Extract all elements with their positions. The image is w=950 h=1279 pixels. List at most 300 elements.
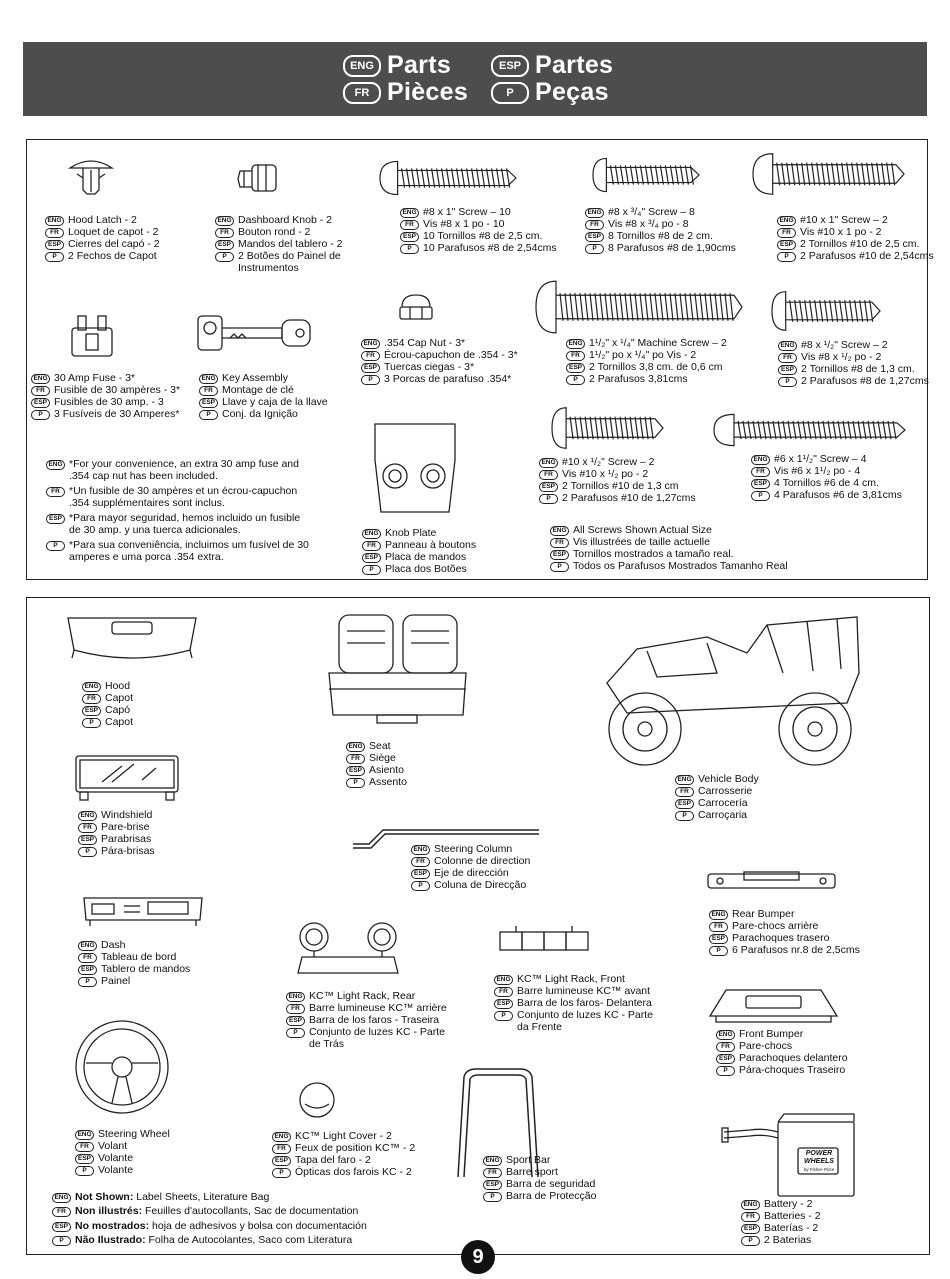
note-fr-cont: .354 supplémentaires sont inclus. (69, 497, 225, 509)
title-right (491, 52, 613, 106)
label-eng: Sport Bar (506, 1154, 551, 1166)
fr-badge: FR (215, 228, 234, 238)
eng-badge: ENG (343, 55, 381, 77)
p-badge: P (82, 718, 101, 728)
fr-badge: FR (716, 1042, 735, 1052)
fr-badge: FR (286, 1004, 305, 1014)
eng-badge: ENG (483, 1156, 502, 1166)
label-esp: 10 Tornillos #8 de 2,5 cm. (423, 230, 543, 242)
title-banner (23, 42, 927, 116)
eng-badge: ENG (272, 1132, 291, 1142)
fr-badge: FR (343, 82, 381, 104)
label-esp: 2 Tornillos 3,8 cm. de 0,6 cm (589, 361, 723, 373)
knob-plate-label (362, 527, 476, 575)
not-shown-esp-text: hoja de adhesivos y bolsa con documentación (149, 1219, 367, 1232)
esp-badge: ESP (411, 869, 430, 879)
p-badge: P (199, 410, 218, 420)
note-fr: *Un fusible de 30 ampères et un écrou-capuchon (69, 485, 298, 497)
label-p: 2 Baterias (764, 1234, 812, 1246)
light-rack-front-illustration (496, 924, 596, 954)
fr-badge: FR (400, 220, 419, 230)
p-badge: P (778, 377, 797, 387)
eng-badge: ENG (75, 1130, 94, 1140)
esp-badge: ESP (741, 1224, 760, 1234)
cap-nut-label (361, 337, 518, 385)
esp-badge: ESP (286, 1016, 305, 1026)
fr-badge: FR (346, 754, 365, 764)
label-p: 4 Parafusos #6 de 3,81cms (774, 489, 902, 501)
title-left (343, 52, 468, 106)
screw-8x34-body (593, 158, 699, 191)
label-p: 3 Fusíveis de 30 Amperes* (54, 408, 180, 420)
p-badge: P (52, 1236, 71, 1246)
screw-10x12-label (539, 456, 696, 504)
label-p: Painel (101, 975, 131, 987)
p-badge: P (566, 375, 585, 385)
eng-badge: ENG (31, 374, 50, 384)
label-fr: Vis #10 x ¹/₂ po - 2 (562, 468, 649, 480)
all-screws-note (550, 524, 788, 572)
screw-6-label (751, 453, 902, 501)
label-esp: Parachoques trasero (732, 932, 830, 944)
note-p: *Para sua conveniência, incluimos um fusível de 30 (69, 539, 309, 551)
not-shown-fr-text: Feuilles d'autocollants, Sac de documentation (142, 1205, 359, 1218)
label-eng: Steering Wheel (98, 1128, 170, 1140)
seat-illustration (325, 611, 470, 725)
label-eng: Hood (105, 680, 131, 692)
p-badge: P (75, 1166, 94, 1176)
esp-badge: ESP (346, 766, 365, 776)
machine-screw-illustration (534, 279, 744, 335)
eng-badge: ENG (777, 216, 796, 226)
eng-badge: ENG (778, 341, 797, 351)
label-p-cont: da Frente (517, 1021, 562, 1033)
label-p: Carroçaria (698, 809, 748, 821)
label-p: Assento (369, 776, 407, 788)
front-bumper-illustration (706, 986, 841, 1026)
p-badge: P (411, 881, 430, 891)
label-esp: Barra de los faros - Traseira (309, 1014, 440, 1026)
fr-badge: FR (78, 823, 97, 833)
esp-badge: ESP (539, 482, 558, 492)
label-fr: Pare-chocs arrière (732, 920, 819, 932)
label-eng: .354 Cap Nut - 3* (384, 337, 466, 349)
p-badge: P (716, 1066, 735, 1076)
label-eng: Hood Latch - 2 (68, 214, 137, 226)
p-badge: P (675, 811, 694, 821)
not-shown-p-title: Não Ilustrado: (75, 1234, 146, 1247)
label-eng: #8 x ¹/₂" Screw – 2 (801, 339, 888, 351)
fr-badge: FR (778, 353, 797, 363)
machine-screw-label (566, 337, 727, 385)
screw-10x12-body (552, 408, 663, 448)
label-p: Conjunto de luzes KC - Parte (517, 1009, 653, 1021)
p-badge: P (361, 375, 380, 385)
label-fr: Loquet de capot - 2 (68, 226, 159, 238)
esp-badge: ESP (78, 965, 97, 975)
not-shown-p-text: Folha de Autocolantes, Saco com Literatura (145, 1234, 353, 1247)
note-esp: *Para mayor seguridad, hemos incluido un fusible (69, 512, 301, 524)
label-p: 2 Parafusos #10 de 2,54cms (800, 250, 934, 262)
label-esp: 8 Tornillos #8 de 2 cm. (608, 230, 713, 242)
eng-badge: ENG (494, 975, 513, 985)
brand-line-1: POWER (805, 1150, 833, 1157)
label-eng: #8 x ³/₄" Screw – 8 (608, 206, 695, 218)
label-eng: KC™ Light Rack, Front (517, 973, 625, 985)
p-badge: P (346, 778, 365, 788)
p-badge: P (751, 491, 770, 501)
p-badge: P (78, 977, 97, 987)
label-eng: Dash (101, 939, 126, 951)
vehicle-body-label (675, 773, 759, 821)
esp-badge: ESP (778, 365, 797, 375)
label-fr: Montage de clé (222, 384, 294, 396)
eng-badge: ENG (82, 682, 101, 692)
fr-badge: FR (362, 541, 381, 551)
label-p: 6 Parafusos nr.8 de 2,5cms (732, 944, 860, 956)
screw-10x1-illustration (751, 152, 906, 196)
label-p: 2 Parafusos #10 de 1,27cms (562, 492, 696, 504)
label-fr: Batteries - 2 (764, 1210, 821, 1222)
label-esp: 2 Tornillos #10 de 1,3 cm (562, 480, 679, 492)
fr-badge: FR (585, 220, 604, 230)
fr-badge: FR (539, 470, 558, 480)
label-esp: Tornillos mostrados a tamaño real. (573, 548, 734, 560)
p-badge: P (491, 82, 529, 104)
label-esp: Tapa del faro - 2 (295, 1154, 371, 1166)
label-p: 10 Parafusos #8 de 2,54cms (423, 242, 557, 254)
eng-badge: ENG (411, 845, 430, 855)
label-eng: Steering Column (434, 843, 513, 855)
fr-badge: FR (75, 1142, 94, 1152)
label-eng: All Screws Shown Actual Size (573, 524, 712, 536)
note-p-cont: amperes e uma porca .354 extra. (69, 551, 224, 563)
fr-badge: FR (361, 351, 380, 361)
fr-badge: FR (82, 694, 101, 704)
eng-badge: ENG (361, 339, 380, 349)
eng-badge: ENG (741, 1200, 760, 1210)
label-p-cont: Instrumentos (238, 262, 299, 274)
label-p: 3 Porcas de parafuso .354* (384, 373, 512, 385)
esp-badge: ESP (361, 363, 380, 373)
fr-badge: FR (550, 538, 569, 548)
fr-badge: FR (78, 953, 97, 963)
label-esp: Asiento (369, 764, 405, 776)
cap-nut-illustration (398, 291, 434, 321)
windshield-illustration (72, 752, 182, 802)
light-cover-illustration (297, 1080, 337, 1120)
label-eng: Front Bumper (739, 1028, 804, 1040)
title-pecas: Peças (535, 78, 609, 106)
label-p: Conjunto de luzes KC - Parte (309, 1026, 445, 1038)
dash-illustration (80, 892, 206, 930)
fr-badge: FR (46, 487, 65, 497)
eng-badge: ENG (78, 811, 97, 821)
label-eng: #6 x 1¹/₂" Screw – 4 (774, 453, 867, 465)
eng-badge: ENG (709, 910, 728, 920)
hood-latch-label (45, 214, 160, 262)
light-rack-front-label (494, 973, 653, 1033)
p-badge: P (78, 847, 97, 857)
esp-badge: ESP (215, 240, 234, 250)
screw-8x12-illustration (770, 290, 882, 332)
p-badge: P (741, 1236, 760, 1246)
label-esp: Capó (105, 704, 131, 716)
label-eng: 1¹/₂" x ¹/₄" Machine Screw – 2 (589, 337, 727, 349)
seat-label (346, 740, 407, 788)
label-p: Volante (98, 1164, 134, 1176)
eng-badge: ENG (199, 374, 218, 384)
eng-badge: ENG (46, 460, 65, 470)
steering-wheel-label (75, 1128, 170, 1176)
screw-8x1-illustration (378, 160, 518, 196)
fr-badge: FR (709, 922, 728, 932)
esp-badge: ESP (199, 398, 218, 408)
esp-badge: ESP (82, 706, 101, 716)
label-fr: Vis #8 x 1 po - 10 (423, 218, 505, 230)
label-eng: KC™ Light Cover - 2 (295, 1130, 392, 1142)
esp-badge: ESP (585, 232, 604, 242)
not-shown-eng-title: Not Shown: (75, 1191, 134, 1203)
note-eng: *For your convenience, an extra 30 amp fuse and (69, 458, 299, 470)
p-badge: P (494, 1011, 513, 1021)
esp-badge: ESP (75, 1154, 94, 1164)
note-eng-cont: .354 cap nut has been included. (69, 470, 218, 482)
rear-bumper-label (709, 908, 860, 956)
windshield-label (78, 809, 155, 857)
label-esp: Tuercas ciegas - 3* (384, 361, 475, 373)
esp-badge: ESP (483, 1180, 502, 1190)
label-fr: Volant (98, 1140, 128, 1152)
esp-badge: ESP (45, 240, 64, 250)
steering-column-label (411, 843, 530, 891)
fr-badge: FR (566, 351, 585, 361)
label-eng: #10 x 1" Screw – 2 (800, 214, 888, 226)
esp-badge: ESP (272, 1156, 291, 1166)
eng-badge: ENG (400, 208, 419, 218)
label-fr: Pare-brise (101, 821, 150, 833)
light-rack-rear-label (286, 990, 447, 1050)
esp-badge: ESP (550, 550, 569, 560)
label-eng: Vehicle Body (698, 773, 759, 785)
fr-badge: FR (411, 857, 430, 867)
fuse-illustration (68, 314, 116, 360)
title-pieces: Pièces (387, 78, 469, 106)
title-partes: Partes (535, 51, 614, 79)
p-badge: P (286, 1028, 305, 1038)
esp-badge: ESP (491, 55, 529, 77)
label-p: Pára-brisas (101, 845, 155, 857)
p-badge: P (483, 1192, 502, 1202)
not-shown-esp-title: No mostrados: (75, 1219, 150, 1232)
label-fr: Vis #10 x 1 po - 2 (800, 226, 882, 238)
p-badge: P (215, 252, 234, 262)
fr-badge: FR (777, 228, 796, 238)
label-fr: Bouton rond - 2 (238, 226, 311, 238)
label-p: Pára-choques Traseiro (739, 1064, 846, 1076)
screw-8x12-label (778, 339, 929, 387)
esp-badge: ESP (494, 999, 513, 1009)
label-eng: #8 x 1" Screw – 10 (423, 206, 511, 218)
eng-badge: ENG (52, 1193, 71, 1203)
battery-brand-logo (801, 1150, 837, 1174)
label-fr: Écrou-capuchon de .354 - 3* (384, 349, 518, 361)
front-bumper-label (716, 1028, 848, 1076)
hood-latch-illustration (65, 152, 117, 196)
not-shown-fr-title: Non illustrés: (75, 1205, 143, 1218)
note-esp-cont: de 30 amp. y una tuerca adicionales. (69, 524, 241, 536)
label-p: Coluna de Direcção (434, 879, 527, 891)
label-esp: Fusibles de 30 amp. - 3 (54, 396, 164, 408)
label-p: 8 Parafusos #8 de 1,90cms (608, 242, 736, 254)
knob-plate-illustration (369, 420, 461, 516)
label-eng: Seat (369, 740, 391, 752)
eng-badge: ENG (215, 216, 234, 226)
esp-badge: ESP (362, 553, 381, 563)
label-p: Capot (105, 716, 134, 728)
label-p: Barra de Protecção (506, 1190, 597, 1202)
eng-badge: ENG (362, 529, 381, 539)
screw-10x1-label (777, 214, 934, 262)
eng-badge: ENG (550, 526, 569, 536)
hood-illustration (62, 610, 202, 666)
machine-screw-body (536, 281, 742, 333)
p-badge: P (777, 252, 796, 262)
label-fr: Pare-chocs (739, 1040, 793, 1052)
screw-10x12-illustration (550, 406, 665, 450)
label-fr: Vis #8 x ¹/₂ po - 2 (801, 351, 882, 363)
esp-badge: ESP (46, 514, 65, 524)
label-eng: KC™ Light Rack, Rear (309, 990, 416, 1002)
p-badge: P (539, 494, 558, 504)
label-eng: Dashboard Knob - 2 (238, 214, 332, 226)
label-esp: Carrocería (698, 797, 748, 809)
screw-6-illustration (712, 413, 907, 447)
fr-badge: FR (45, 228, 64, 238)
eng-badge: ENG (566, 339, 585, 349)
fr-badge: FR (31, 386, 50, 396)
sport-bar-label (483, 1154, 596, 1202)
label-p: Todos os Parafusos Mostrados Tamanho Real (573, 560, 788, 572)
label-eng: 30 Amp Fuse - 3* (54, 372, 136, 384)
eng-badge: ENG (286, 992, 305, 1002)
esp-badge: ESP (78, 835, 97, 845)
label-fr: Vis #8 x ³/₄ po - 8 (608, 218, 689, 230)
esp-badge: ESP (716, 1054, 735, 1064)
label-p: 2 Botões do Painel de (238, 250, 341, 262)
screw-10x1-body (753, 154, 904, 194)
label-esp: Mandos del tablero - 2 (238, 238, 343, 250)
fr-badge: FR (751, 467, 770, 477)
dash-label (78, 939, 190, 987)
label-eng: Knob Plate (385, 527, 437, 539)
label-esp: 4 Tornillos #6 de 4 cm. (774, 477, 879, 489)
label-esp: Barra de los faros- Delantera (517, 997, 652, 1009)
label-esp: Cierres del capó - 2 (68, 238, 160, 250)
label-fr: Vis #6 x 1¹/₂ po - 4 (774, 465, 861, 477)
label-eng: #10 x ¹/₂" Screw – 2 (562, 456, 655, 468)
label-p: 2 Parafusos #8 de 1,27cms (801, 375, 929, 387)
label-fr: Barre lumineuse KC™ arrière (309, 1002, 447, 1014)
label-fr: Feux de position KC™ - 2 (295, 1142, 416, 1154)
label-eng: Key Assembly (222, 372, 288, 384)
label-esp: Baterías - 2 (764, 1222, 819, 1234)
eng-badge: ENG (346, 742, 365, 752)
label-esp: Tablero de mandos (101, 963, 191, 975)
label-fr: Fusible de 30 ampères - 3* (54, 384, 181, 396)
p-badge: P (400, 244, 419, 254)
light-cover-label (272, 1130, 415, 1178)
label-fr: Carrosserie (698, 785, 753, 797)
esp-badge: ESP (31, 398, 50, 408)
label-p: 2 Parafusos 3,81cms (589, 373, 688, 385)
label-fr: Colonne de direction (434, 855, 531, 867)
label-eng: Windshield (101, 809, 153, 821)
screw-8x34-label (585, 206, 736, 254)
esp-badge: ESP (751, 479, 770, 489)
hood-label (82, 680, 133, 728)
label-p: Placa dos Botões (385, 563, 467, 575)
fr-badge: FR (483, 1168, 502, 1178)
label-fr: Tableau de bord (101, 951, 177, 963)
p-badge: P (272, 1168, 291, 1178)
p-badge: P (709, 946, 728, 956)
not-shown-note (52, 1191, 367, 1247)
eng-badge: ENG (539, 458, 558, 468)
dashboard-knob-illustration (232, 159, 282, 197)
p-badge: P (45, 252, 64, 262)
fr-badge: FR (52, 1207, 71, 1217)
esp-badge: ESP (400, 232, 419, 242)
label-esp: Barra de seguridad (506, 1178, 596, 1190)
label-eng: Battery - 2 (764, 1198, 813, 1210)
fuse-label (31, 372, 180, 420)
label-esp: Llave y caja de la llave (222, 396, 328, 408)
label-fr: Vis illustrées de taille actuelle (573, 536, 710, 548)
label-p: Ópticas dos farois KC - 2 (295, 1166, 412, 1178)
key-assembly-illustration (190, 310, 315, 358)
label-fr: Panneau à boutons (385, 539, 477, 551)
key-assembly-label (199, 372, 328, 420)
eng-badge: ENG (716, 1030, 735, 1040)
label-fr: 1¹/₂" po x ¹/₄" po Vis - 2 (589, 349, 697, 361)
light-rack-rear-illustration (294, 917, 404, 977)
screw-8x12-body (772, 292, 880, 331)
label-esp: Eje de dirección (434, 867, 509, 879)
battery-illustration (720, 1110, 858, 1200)
p-badge: P (550, 562, 569, 572)
screw-8x1-label (400, 206, 557, 254)
screw-8x34-illustration (591, 157, 701, 193)
battery-label (741, 1198, 821, 1246)
esp-badge: ESP (52, 1222, 71, 1232)
p-badge: P (362, 565, 381, 575)
label-esp: Volante (98, 1152, 134, 1164)
eng-badge: ENG (585, 208, 604, 218)
esp-badge: ESP (777, 240, 796, 250)
label-fr: Capot (105, 692, 134, 704)
eng-badge: ENG (675, 775, 694, 785)
esp-badge: ESP (675, 799, 694, 809)
p-badge: P (46, 541, 65, 551)
p-badge: P (585, 244, 604, 254)
vehicle-body-illustration (597, 613, 869, 773)
fr-badge: FR (494, 987, 513, 997)
eng-badge: ENG (45, 216, 64, 226)
rear-bumper-illustration (704, 870, 839, 894)
label-p: 2 Fechos de Capot (68, 250, 157, 262)
fr-badge: FR (741, 1212, 760, 1222)
